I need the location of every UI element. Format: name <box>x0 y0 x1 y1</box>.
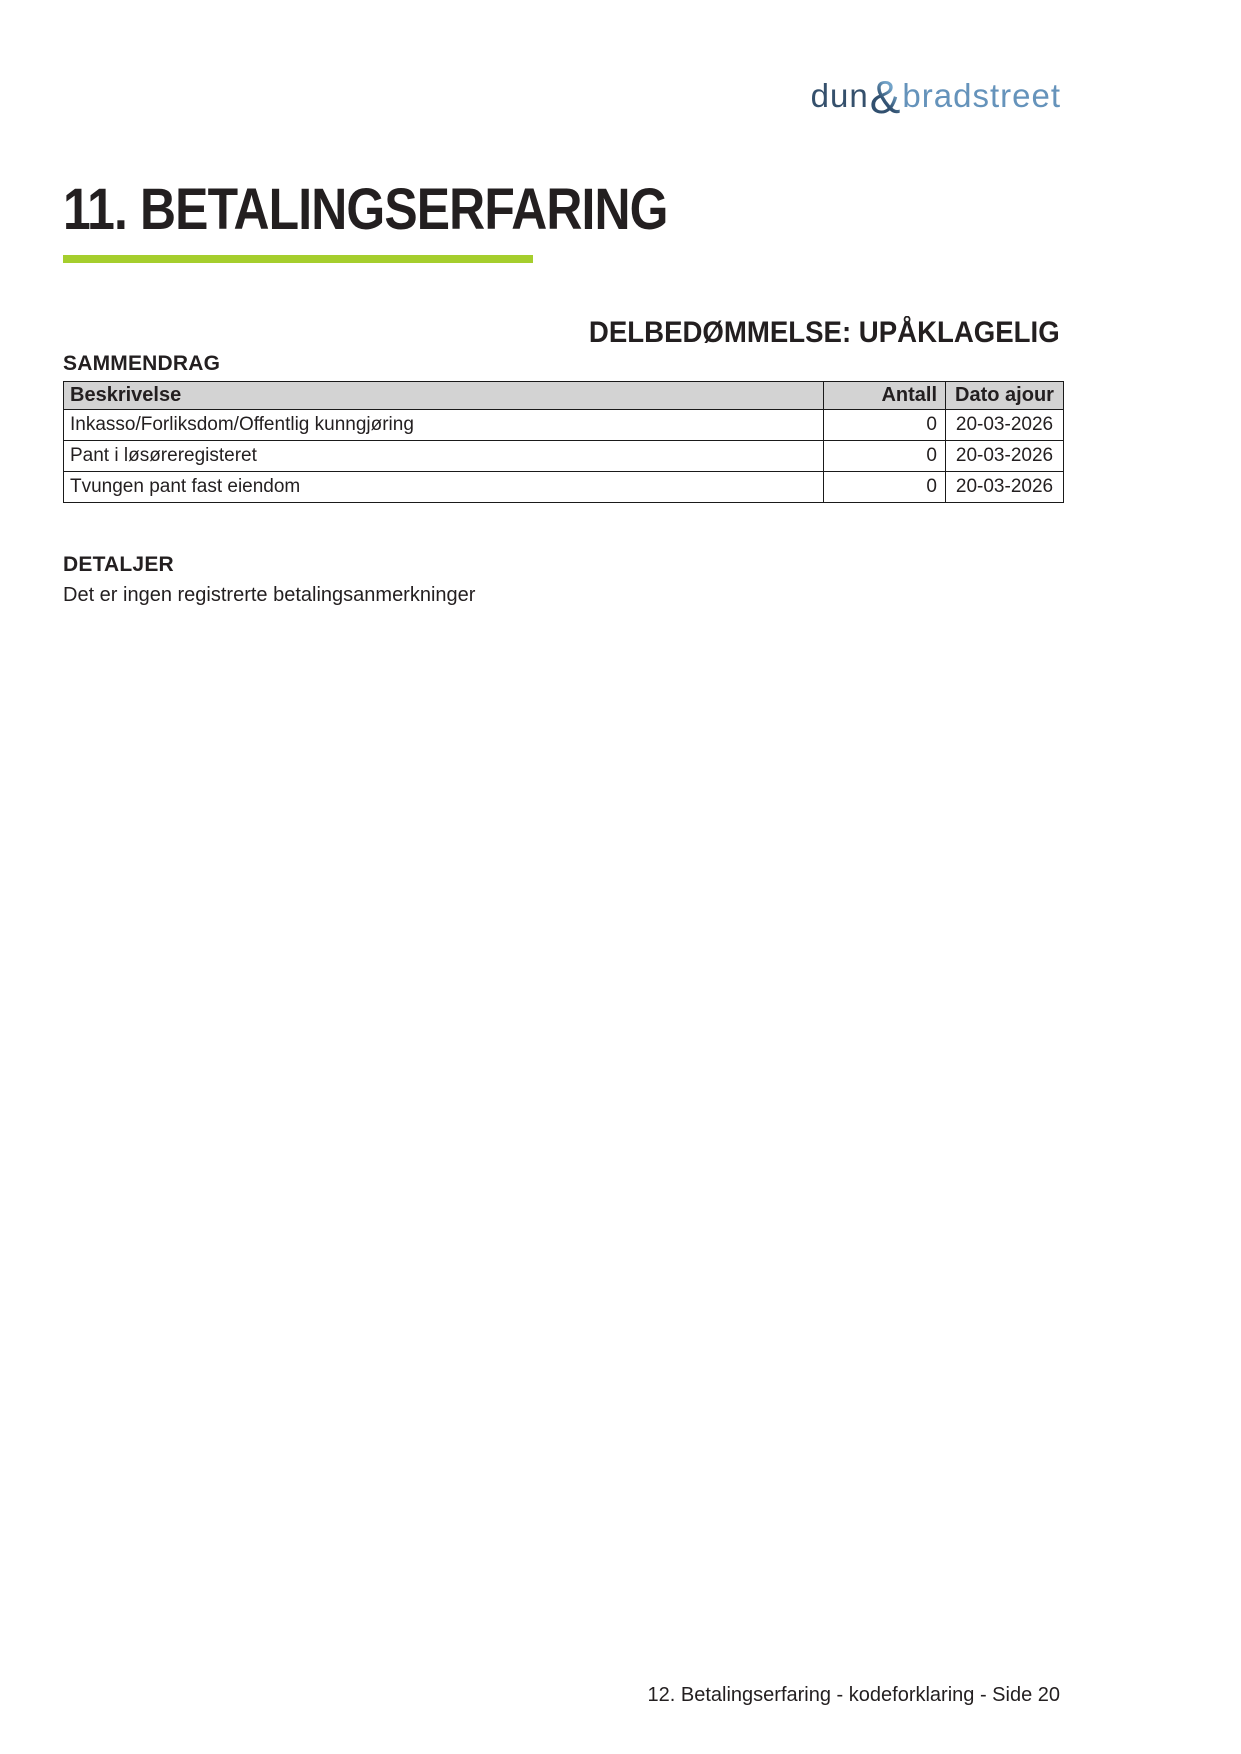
assessment-heading: DELBEDØMMELSE: UPÅKLAGELIG <box>589 316 1060 349</box>
summary-table <box>63 381 1064 503</box>
column-header-antall: Antall <box>824 382 946 410</box>
column-header-beskrivelse: Beskrivelse <box>64 382 824 410</box>
accent-rule <box>63 255 533 263</box>
cell-beskrivelse: Tvungen pant fast eiendom <box>64 472 824 503</box>
table-row <box>64 410 1064 441</box>
cell-antall: 0 <box>824 441 946 472</box>
table-row <box>64 472 1064 503</box>
page-title: 11. BETALINGSERFARING <box>63 177 668 242</box>
logo-text-bradstreet: bradstreet <box>902 77 1061 114</box>
cell-dato-ajour: 20-03-2026 <box>946 441 1064 472</box>
cell-beskrivelse: Inkasso/Forliksdom/Offentlig kunngjøring <box>64 410 824 441</box>
cell-beskrivelse: Pant i løsøreregisteret <box>64 441 824 472</box>
logo-text-dun: dun <box>810 77 869 114</box>
cell-antall: 0 <box>824 410 946 441</box>
cell-antall: 0 <box>824 472 946 503</box>
table-header-row <box>64 382 1064 410</box>
summary-heading: SAMMENDRAG <box>63 352 221 375</box>
table-row <box>64 441 1064 472</box>
page-footer: 12. Betalingserfaring - kodeforklaring - Side 20 <box>647 1684 1060 1706</box>
column-header-dato-ajour: Dato ajour <box>946 382 1064 410</box>
cell-dato-ajour: 20-03-2026 <box>946 410 1064 441</box>
details-text: Det er ingen registrerte betalingsanmerkninger <box>63 584 476 606</box>
details-heading: DETALJER <box>63 553 174 576</box>
dun-bradstreet-logo <box>810 71 1061 123</box>
cell-dato-ajour: 20-03-2026 <box>946 472 1064 503</box>
ampersand-icon: & <box>869 71 902 123</box>
